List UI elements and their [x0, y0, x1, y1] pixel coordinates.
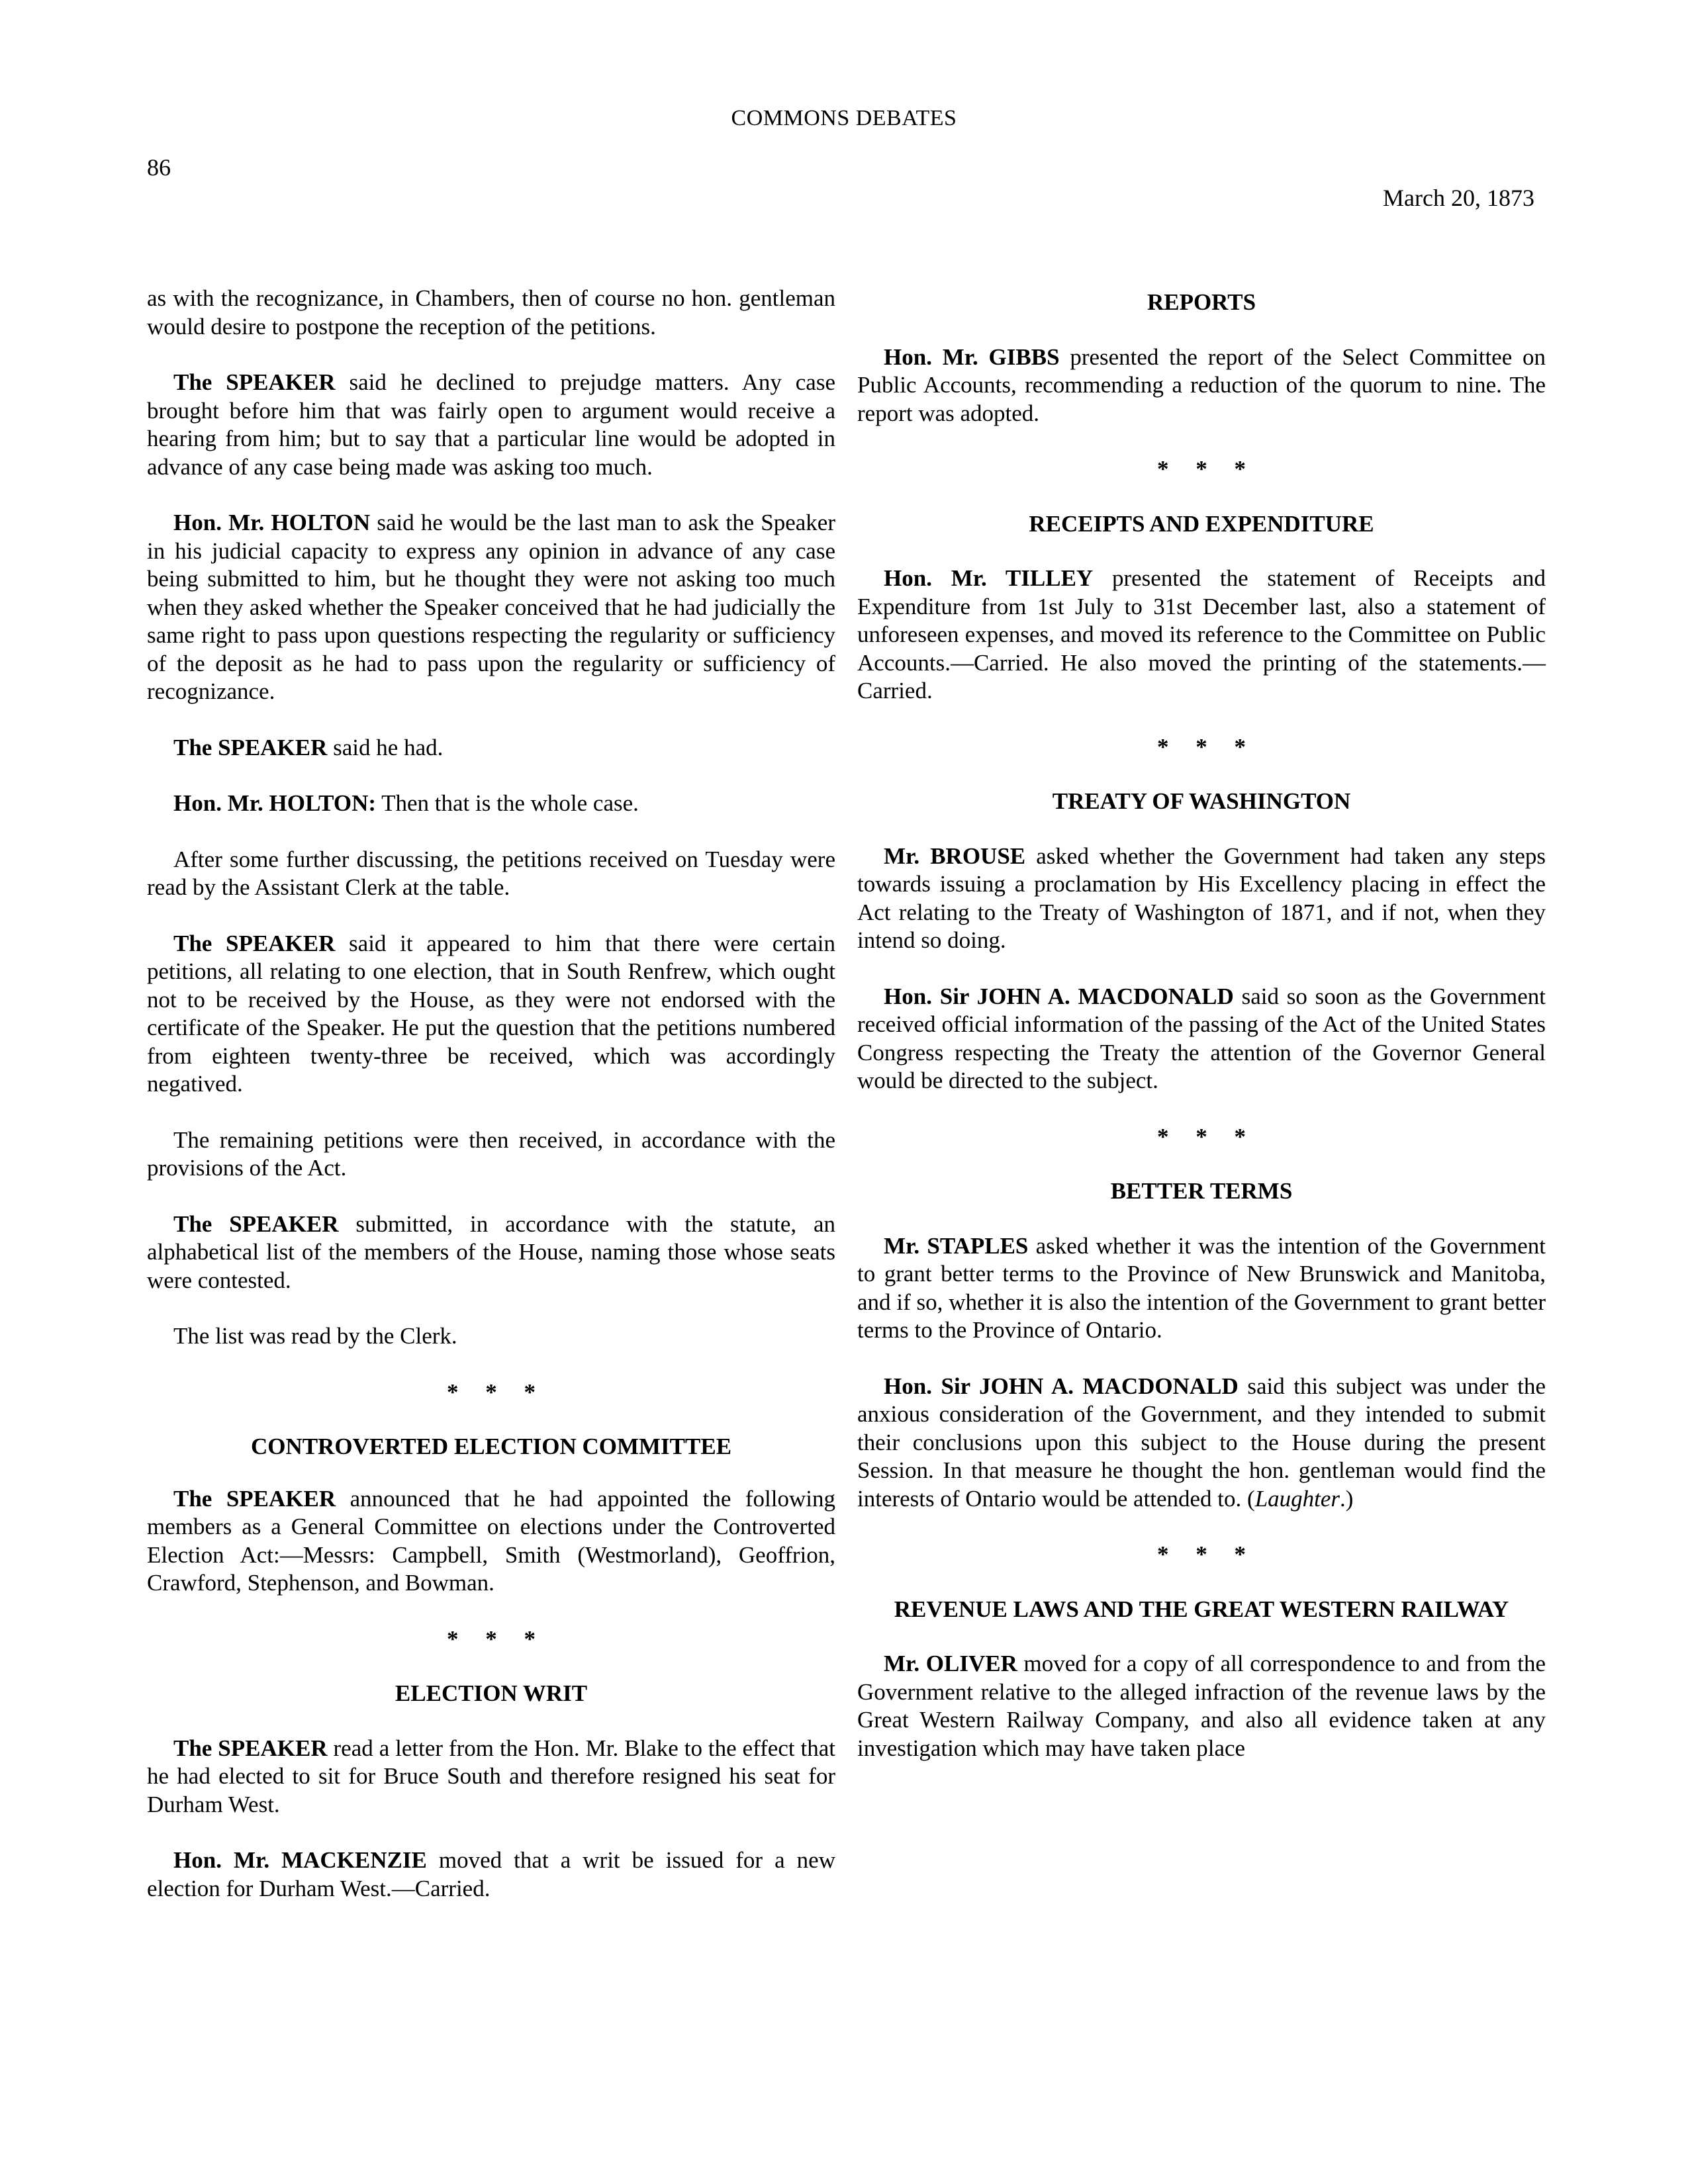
page-date: March 20, 1873 — [1383, 185, 1534, 211]
speaker-name: The SPEAKER — [173, 369, 336, 395]
section-separator: * * * — [1157, 456, 1256, 482]
paragraph: Mr. STAPLES asked whether it was the intention of the Government to grant better terms to the Province of New Brunswick and Manitoba, and if so, whether it is also the intention of the Government to grant better terms to the Province of Ontario. — [857, 1232, 1546, 1343]
speaker-name: The SPEAKER — [173, 1735, 328, 1761]
section-heading: RECEIPTS AND EXPENDITURE — [1029, 510, 1374, 537]
page-number: 86 — [147, 154, 171, 181]
paragraph: The SPEAKER read a letter from the Hon. Mr. Blake to the effect that he had elected to sit for Bruce South and therefore resigned his seat for Durham West. — [147, 1735, 835, 1817]
speaker-name: Mr. OLIVER — [884, 1651, 1017, 1676]
section-separator: * * * — [1157, 733, 1256, 760]
paragraph: Hon. Sir JOHN A. MACDONALD said this subject was under the anxious consideration of the Government, and they intended to submit their conclusions upon this subject to the House during the present Session. In that measure he thought the hon. gentleman would find the interests of Ontario would be attended to. (Laughter.) — [857, 1373, 1546, 1512]
section-separator: * * * — [447, 1379, 546, 1405]
speaker-name: Hon. Mr. TILLEY — [884, 565, 1094, 591]
section-heading: TREATY OF WASHINGTON — [1052, 788, 1351, 814]
paragraph: The remaining petitions were then received, in accordance with the provisions of the Act. — [147, 1126, 835, 1181]
paragraph: The list was read by the Clerk. — [173, 1323, 457, 1349]
paragraph: Mr. BROUSE asked whether the Government had taken any steps towards issuing a proclamation by His Excellency placing in effect the Act relating to the Treaty of Washington of 1871, and if not, when they intend so doing. — [857, 842, 1546, 953]
section-heading: CONTROVERTED ELECTION COMMITTEE — [250, 1433, 732, 1459]
right-column — [857, 285, 1546, 1790]
speaker-name: Hon. Sir JOHN A. MACDONALD — [884, 1373, 1239, 1399]
paragraph: Hon. Mr. HOLTON: Then that is the whole case. — [173, 790, 639, 816]
running-head: COMMONS DEBATES — [731, 106, 957, 130]
section-separator: * * * — [447, 1625, 546, 1652]
paragraph: Hon. Mr. MACKENZIE moved that a writ be issued for a new election for Durham West.—Carried. — [147, 1847, 835, 1901]
paragraph: The SPEAKER submitted, in accordance with the statute, an alphabetical list of the members of the House, naming those whose seats were contested. — [147, 1210, 835, 1293]
speaker-name: The SPEAKER — [173, 1485, 336, 1512]
paragraph: Hon. Mr. TILLEY presented the statement of Receipts and Expenditure from 1st July to 31st December last, also a statement of unforeseen expenses, and moved its reference to the Committee on Public Accounts.—Carried. He also moved the printing of the statements.—Carried. — [857, 565, 1546, 704]
speaker-name: Hon. Mr. GIBBS — [884, 343, 1060, 370]
paragraph: The SPEAKER said he had. — [173, 734, 444, 760]
speaker-name: The SPEAKER — [173, 1210, 339, 1237]
paragraph: The SPEAKER said he declined to prejudge matters. Any case brought before him that was fairly open to argument would receive a hearing from him; but to say that a particular line would be adopted in advance of any case being made was asking too much. — [147, 369, 836, 480]
paragraph: Hon. Mr. GIBBS presented the report of the Select Committee on Public Accounts, recommending a reduction of the quorum to nine. The report was adopted. — [857, 343, 1546, 426]
section-heading: BETTER TERMS — [1110, 1178, 1293, 1204]
paragraph: Hon. Mr. HOLTON said he would be the last man to ask the Speaker in his judicial capacity to express any opinion in advance of any case being submitted to him, but he thought they were not asking too much when they asked whether the Speaker conceived that he had judicially the same right to pass upon questions respecting the regularity or sufficiency of the deposit as he had to pass upon the regularity or sufficiency of recognizance. — [147, 510, 835, 704]
section-separator: * * * — [1157, 1123, 1256, 1150]
paragraph: Mr. OLIVER moved for a copy of all correspondence to and from the Government relative to the alleged infraction of the revenue laws by the Great Western Railway Company, and also all evidence taken at any investigation which may have taken place — [857, 1651, 1546, 1761]
speaker-name: Hon. Mr. HOLTON — [173, 510, 371, 535]
speaker-name: The SPEAKER — [173, 930, 336, 956]
paragraph: Hon. Sir JOHN A. MACDONALD said so soon as the Government received official information of the passing of the Act of the United States Congress respecting the Treaty the attention of the Governor General would be directed to the subject. — [857, 983, 1546, 1093]
section-heading: ELECTION WRIT — [395, 1680, 588, 1706]
paragraph: as with the recognizance, in Chambers, then of course no hon. gentleman would desire to postpone the reception of the petitions. — [147, 285, 835, 340]
left-column — [147, 285, 835, 1931]
speaker-name: The SPEAKER — [173, 734, 328, 760]
paragraph: After some further discussing, the petitions received on Tuesday were read by the Assistant Clerk at the table. — [147, 846, 835, 900]
speaker-name: Hon. Sir JOHN A. MACDONALD — [884, 983, 1234, 1009]
speaker-name: Hon. Mr. HOLTON: — [173, 790, 376, 816]
paragraph: The SPEAKER announced that he had appointed the following members as a General Committee on elections under the Controverted Election Act:—Messrs: Campbell, Smith (Westmorland), Geoffrion, Crawford, Stephenson, and Bowman. — [147, 1485, 835, 1596]
section-heading: REPORTS — [1147, 289, 1256, 315]
speaker-name: Mr. STAPLES — [884, 1232, 1029, 1259]
stage-direction: Laughter — [1254, 1485, 1340, 1512]
speaker-name: Mr. BROUSE — [884, 842, 1026, 869]
section-separator: * * * — [1157, 1541, 1256, 1567]
speaker-name: Hon. Mr. MACKENZIE — [173, 1847, 427, 1873]
section-heading: REVENUE LAWS AND THE GREAT WESTERN RAILWAY — [894, 1596, 1509, 1622]
paragraph: The SPEAKER said it appeared to him that there were certain petitions, all relating to one election, that in South Renfrew, which ought not to be received by the House, as they were not endorsed with the certificate of the Speaker. He put the question that the petitions numbered from eighteen twenty-three be received, which was accordingly negatived. — [147, 930, 836, 1097]
